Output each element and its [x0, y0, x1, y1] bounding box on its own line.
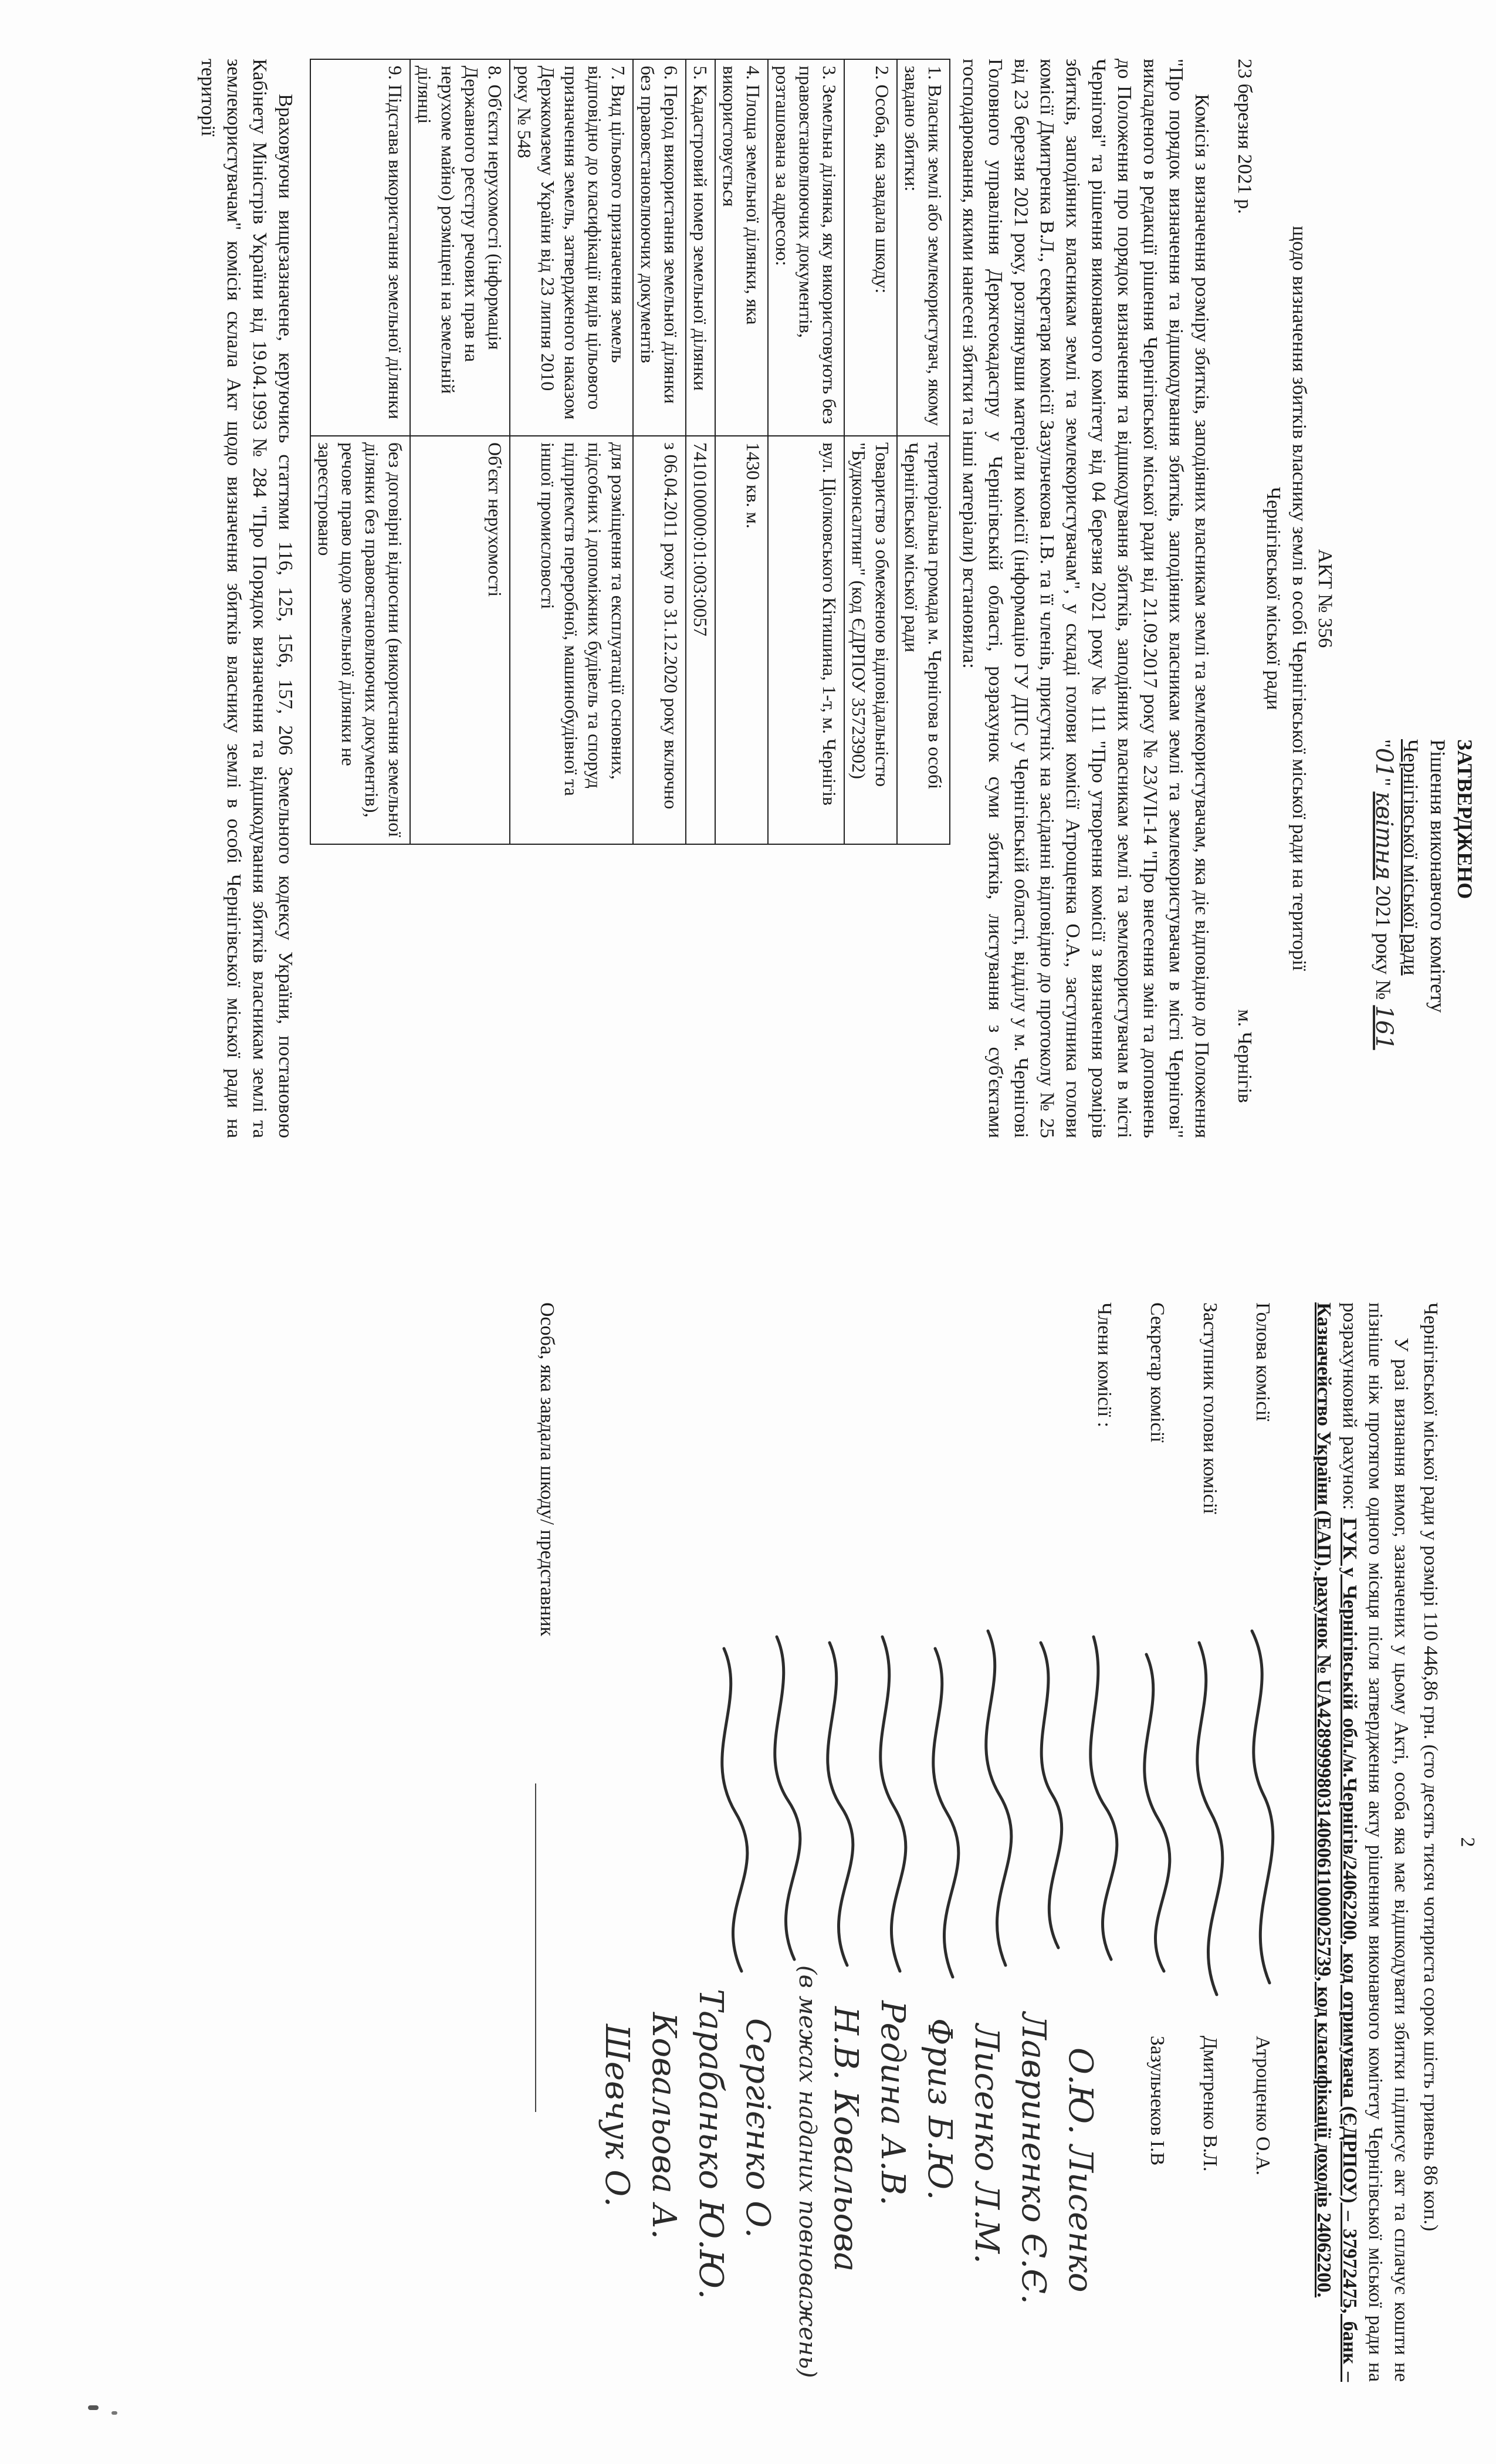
- handwritten-name-4: Фриз Б.Ю.: [920, 2018, 959, 2201]
- page-2: [0, 1267, 1496, 2417]
- commission-paragraph: Комісія з визначення розміру збитків, заподіяних власникам землі та землекористувачам, яка діє відповідно до Положення "Про порядок визначення та відшкодування збитків, заподіяних власникам землі та землекористувачам в місті Чернігові" викладеного в редакції рішення Чернігівської міської ради від 21.09.2017 року № 23/VII-14 "Про внесення змін та доповнень до Положення про порядок визначення та відшкодування збитків, заподіяних власникам землі та землекористувачам в місті Чернігові" та рішення виконавчого комітету від 04 березня 2021 року № 111 "Про утворення комісії з визначення розмірів збитків, заподіяних власникам землі та землекористувачам", у складі голови комісії Атрощенка О.А., заступника голови комісії Дмитренка В.Л., секретаря комісії Зазульчекова І.В. та її членів, присутніх на засіданні відповідно до протоколу № 25 від 23 березня 2021 року, розглянувши матеріали комісії (інформацію ГУ ДПС у Чернігівській області, відділу у м. Чернігові Головного управління Держгеокадастру у Чернігівській області, розрахунок суми збитків, листування з суб'єктами господарювання, якими нанесені збитки та інші матеріали) встановила:: [959, 59, 1213, 1138]
- approval-line2: Рішення виконавчого комітету: [1426, 739, 1450, 1013]
- table-row: 7. Вид цільового призначення земель відповідно до класифікації видів цільового призначення земель, затвердженого наказом Держкомзему України від 23 липня 2010 року № 548 для розміщення та експлуатації основних, підсобних і допоміжних будівель та споруд підприємств переробної, машинобудівної та іншої промисловості: [510, 59, 633, 844]
- approval-year: 2021 року №: [1372, 885, 1395, 1000]
- handwritten-name-6: Н.В. Ковальова: [827, 2006, 865, 2272]
- table-row: 4. Площа земельної ділянки, яка використовується 1430 кв. м.: [715, 59, 768, 844]
- act-table: [310, 59, 950, 845]
- conclusion-paragraph: Враховуючи вищезазначене, керуючись статтями 116, 125, 156, 157, 206 Земельного кодексу України, постановою Кабінету Міністрів України від 19.04.1993 № 284 "Про Порядок визначення та відшкодування збитків власникам землі та землекористувачам" комісія склала Акт щодо визначення збитків власнику землі в особі Чернігівської міської ради на території: [197, 59, 296, 1138]
- signature-scribbles: [612, 1619, 1287, 2030]
- table-row: 1. Власник землі або землекористувач, якому завдано збитки: територіальна громада м. Чернігова в особі Чернігівської міської ради: [897, 59, 950, 844]
- amount-paragraph: Чернігівської міської ради у розмірі 110 446,86 грн. (сто десять тисяч чотириста сорок шість гривень 86 коп.): [1420, 1302, 1441, 2232]
- representative-label: Особа, яка завдала шкоду/ представник: [536, 1302, 558, 1637]
- approval-month: квітня: [1370, 791, 1397, 881]
- signature-row-secretary: Секретар комісії Зазульчеков І.В: [1146, 1302, 1168, 2166]
- table-row: 3. Земельна ділянка, яку використовують без правовстановлюючих документів, розташована за адресою: вул. Ціолковського Кітишина, 1-т, м. Чернігів: [768, 59, 844, 844]
- representative-row: [519, 1302, 560, 2382]
- payment-paragraph: У разі визнання вимог, зазначених у цьому Акті, особа яка має відшкодувати збитки підписує акт та сплачує кошти не пізніше ніж протягом одного місяця після затвердження акту рішенням виконавчого комітету Чернігівської міської ради на розрахунковий рахунок: ГУК у Чернігівській обл./м.Чернігів/24062200, код отримувача (ЄДРПОУ) – 37972475, банк – Казначейство України (ЕАП), рахунок № UA428999980314060611000025739, код класифікації доходів 24062200.: [1313, 1302, 1412, 2382]
- approval-block: [1370, 739, 1478, 1115]
- page2-body: [513, 1302, 1443, 2382]
- act-date: 23 березня 2021 р.: [1234, 59, 1255, 214]
- page-number: 2: [1457, 1837, 1478, 1847]
- scan-speck: [111, 2411, 117, 2415]
- approval-line3: Чернігівської міської ради: [1399, 739, 1423, 976]
- handwritten-name-3: Лисенко Л.М.: [967, 2024, 1006, 2264]
- table-row: 9. Підстава використання земельної ділянки без договірні відносини (використання земельної ділянки без правовстановлюючих документів), речове право щодо земельної ділянки не зареєстровано: [310, 59, 410, 844]
- handwritten-name-5: Редина А.В.: [874, 2001, 912, 2206]
- handwritten-name-1: О.Ю. Лисенко: [1061, 2047, 1099, 2293]
- act-title-block: [1260, 59, 1338, 1138]
- table-row: 6. Період використання земельної ділянки без правовстановлюючих документів з 06.04.2011 року по 31.12.2020 року включно: [633, 59, 686, 844]
- table-row: 8. Об'єкти нерухомості (інформація Державного реєстру речових прав на нерухоме майно) розміщені на земельній ділянці Об'єкт нерухомості: [410, 59, 510, 844]
- handwritten-note: (в межах наданих повноважень): [794, 1965, 821, 2378]
- handwritten-name-2: Лавриненко Є.Є.: [1014, 2012, 1052, 2304]
- scan-speck: [88, 2405, 99, 2410]
- table-row: 2. Особа, яка завдала шкоду: Товариство з обмеженою відповідальністю "Будконсалтинг" (код ЄДРПОУ 35723902): [844, 59, 897, 844]
- act-subtitle-1: щодо визначення збитків власнику землі в особі Чернігівської міської ради на території: [1288, 225, 1310, 972]
- handwritten-name-9: Ковальова А.: [645, 2012, 683, 2239]
- signature-row-chair: Голова комісії Атрощенко О.А.: [1252, 1302, 1274, 2175]
- approval-day: 01: [1370, 747, 1397, 778]
- approval-number: 161: [1370, 1005, 1397, 1050]
- act-title: АКТ № 356: [1314, 549, 1336, 648]
- act-city: м. Чернігів: [1234, 1009, 1255, 1103]
- act-body: [175, 59, 1214, 1138]
- handwritten-name-10: Шевчук О.: [598, 2024, 636, 2207]
- signature-block: [513, 1302, 1275, 2382]
- handwritten-name-7: Сергієнко О.: [739, 2018, 777, 2238]
- signature-row-members: Члени комісії :: [1094, 1302, 1115, 1428]
- representative-signature-line: [535, 1783, 536, 2112]
- approval-date-line: "01" квітня 2021 року № 161: [1370, 739, 1397, 1050]
- handwritten-name-8: Тарабанько Ю.Ю.: [692, 1989, 730, 2300]
- page-1: [0, 23, 1496, 1173]
- signature-row-deputy: Заступник голови комісії Дмитренко В.Л.: [1199, 1302, 1221, 2172]
- table-row: 5. Кадастровий номер земельної ділянки 7410100000:01:003:0057: [686, 59, 715, 844]
- bank-details: ГУК у Чернігівській обл./м.Чернігів/24062200, код отримувача (ЄДРПОУ) – 37972475, банк – Казначейство України (ЕАП), рахунок № UA428999980314060611000025739, код класифікації доходів 24062200.: [1313, 1302, 1360, 2382]
- approval-title: ЗАТВЕРДЖЕНО: [1453, 739, 1477, 899]
- act-subtitle-2: Чернігівської міської ради: [1263, 486, 1284, 710]
